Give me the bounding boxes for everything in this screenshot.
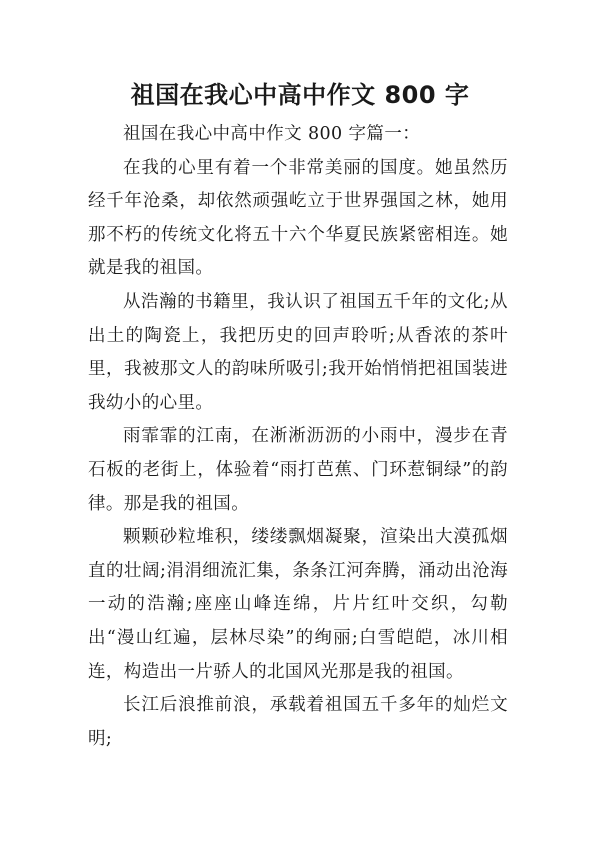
- paragraph-5: 长江后浪推前浪，承载着祖国五千多年的灿烂文明;: [88, 695, 508, 749]
- section-heading: 祖国在我心中高中作文 800 字篇一：: [123, 124, 421, 144]
- article-body: [88, 118, 508, 756]
- paragraph-2: 从浩瀚的书籍里，我认识了祖国五千年的文化;从出土的陶瓷上，我把历史的回声聆听;从香浓的茶叶里，我被那文人的韵味所吸引;我开始悄悄把祖国装进我幼小的心里。: [88, 291, 508, 413]
- page-title: 祖国在我心中高中作文 800 字: [130, 81, 470, 109]
- paragraph-1: 在我的心里有着一个非常美丽的国度。她虽然历经千年沧桑，却依然顽强屹立于世界强国之林，她用那不朽的传统文化将五十六个华夏民族紧密相连。她就是我的祖国。: [88, 157, 508, 279]
- paragraph-4: 颗颗砂粒堆积，缕缕飘烟凝聚，渲染出大漠孤烟直的壮阔;涓涓细流汇集，条条江河奔腾，涌动出沧海一动的浩瀚;座座山峰连绵，片片红叶交织，勾勒出“漫山红遍，层林尽染”的绚丽;白雪皑皑，冰川相连，构造出一片骄人的北国风光那是我的祖国。: [88, 527, 508, 682]
- paragraph-3: 雨霏霏的江南，在淅淅沥沥的小雨中，漫步在青石板的老街上，体验着“雨打芭蕉、门环惹铜绿”的韵律。那是我的祖国。: [88, 426, 508, 514]
